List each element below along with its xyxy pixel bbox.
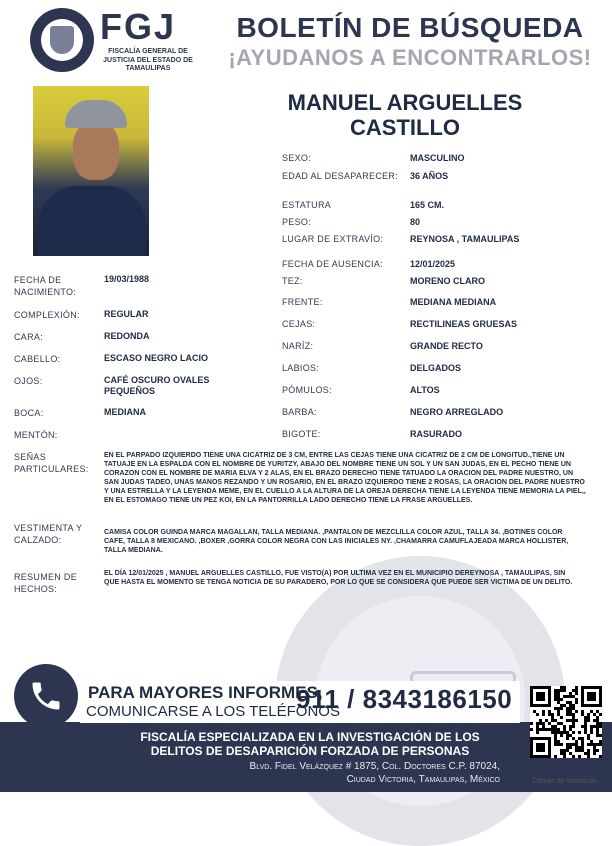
field-value: DELGADOS bbox=[410, 363, 462, 373]
field-label: FRENTE: bbox=[282, 297, 323, 307]
vestimenta-text: CAMISA COLOR GUINDA MARCA MAGALLAN, TALLA MEDIANA. ,PANTALON DE MEZCLILLA COLOR AZUL, TALLA 34. ,BOTINES COLOR CAFE, TALLA 8 MEXICANO. ,BOXER ,GORRA COLOR NEGRA CON LAS INICIALES NY. ,CHAMARRA CAMUFLAJEADA MARCA HOLLISTER, TALLA MEDIANA. bbox=[104, 529, 569, 554]
qr-label: Código de Validación bbox=[532, 778, 598, 785]
field-label: TEZ: bbox=[282, 276, 303, 286]
address-line-1: Blvd. Fidel Velázquez # 1875, Col. Doctores C.P. 87024, bbox=[249, 761, 500, 772]
fgj-seal-icon bbox=[30, 8, 94, 72]
field-label: EDAD AL DESAPARECER: bbox=[282, 171, 399, 181]
footer-left-band bbox=[0, 722, 100, 792]
field-value: MORENO CLARO bbox=[410, 276, 485, 286]
field-label: FECHA DE AUSENCIA: bbox=[282, 259, 383, 269]
field-value: GRANDE RECTO bbox=[410, 341, 483, 351]
person-photo bbox=[33, 86, 149, 256]
field-value: ESCASO NEGRO LACIO bbox=[104, 353, 209, 363]
brand-logo-text: FGJ bbox=[100, 6, 177, 47]
field-label: SEXO: bbox=[282, 153, 312, 163]
field-value: REDONDA bbox=[104, 331, 150, 341]
field-label: COMPLEXIÓN: bbox=[14, 310, 80, 320]
contact-subheading: COMUNICARSE A LOS TELÉFONOS bbox=[86, 703, 340, 720]
field-value: REYNOSA , TAMAULIPAS bbox=[410, 234, 520, 244]
field-label: MENTÓN: bbox=[14, 430, 58, 440]
field-label: BARBA: bbox=[282, 407, 317, 417]
field-label: LABIOS: bbox=[282, 363, 320, 373]
field-value: RASURADO bbox=[410, 429, 463, 439]
address-line-2: Ciudad Victoria, Tamaulipas, México bbox=[346, 774, 500, 785]
field-value: MEDIANA bbox=[104, 407, 146, 417]
qr-code-icon[interactable] bbox=[530, 686, 602, 758]
person-name: MANUEL ARGUELLES CASTILLO bbox=[287, 90, 523, 140]
field-label: PÓMULOS: bbox=[282, 385, 332, 395]
field-value: NEGRO ARREGLADO bbox=[410, 407, 504, 417]
bulletin-subtitle: ¡AYUDANOS A ENCONTRARLOS! bbox=[228, 45, 592, 70]
agency-address bbox=[160, 760, 500, 786]
field-value: RECTILINEAS GRUESAS bbox=[410, 319, 518, 329]
field-label: CEJAS: bbox=[282, 319, 316, 329]
resumen-label: RESUMEN DE HECHOS: bbox=[14, 572, 78, 594]
field-value: 12/01/2025 bbox=[410, 259, 456, 269]
field-label: CABELLO: bbox=[14, 354, 61, 364]
field-label: NARÍZ: bbox=[282, 341, 314, 351]
field-label: OJOS: bbox=[14, 376, 43, 386]
field-value: 36 AÑOS bbox=[410, 171, 449, 181]
field-label: BOCA: bbox=[14, 408, 44, 418]
contact-heading: PARA MAYORES INFORMES, bbox=[88, 683, 323, 702]
field-value: REGULAR bbox=[104, 309, 149, 319]
contact-phones: 911 / 8343186150 bbox=[296, 684, 513, 714]
field-value: 165 CM. bbox=[410, 200, 445, 210]
field-value: 19/03/1988 bbox=[104, 274, 150, 284]
field-label: CARA: bbox=[14, 332, 44, 342]
field-value: MASCULINO bbox=[410, 153, 465, 163]
bulletin-title: BOLETÍN DE BÚSQUEDA bbox=[236, 12, 584, 43]
agency-name bbox=[120, 730, 500, 758]
field-value: 80 bbox=[410, 217, 421, 227]
senas-label: SEÑAS PARTICULARES: bbox=[14, 452, 89, 474]
field-value: ALTOS bbox=[410, 385, 440, 395]
agency-line-1: FISCALÍA ESPECIALIZADA EN LA INVESTIGACIÓN DE LOS bbox=[140, 730, 480, 744]
field-label: LUGAR DE EXTRAVÍO: bbox=[282, 234, 384, 244]
resumen-text: EL DÍA 12/01/2025 , MANUEL ARGUELLES CASTILLO, FUE VISTO(A) POR ULTIMA VEZ EN EL MUNICIPIO DEREYNOSA , TAMAULIPAS, SIN QUE HASTA EL MOMENTO SE TENGA NOTICIA DE SU PARADERO, POR LO QUE SE CONSIDERA QUE PUEDE SER VICTIMA DE UN DELITO. bbox=[104, 570, 573, 586]
field-label: ESTATURA bbox=[282, 200, 332, 210]
field-value: MEDIANA MEDIANA bbox=[410, 297, 497, 307]
senas-text: EN EL PARPADO IZQUIERDO TIENE UNA CICATRIZ DE 3 CM, ENTRE LAS CEJAS TIENE UNA CICATRIZ DE 2 CM DE LONGITUD.,TIENE UN TATUAJE EN LA ESPALDA CON EL NOMBRE DE YURITZY, ABAJO DEL NOMBRE TIENE UN SOL Y UN SAN JUDAS, EN EL PECHO TIENE UN CORAZON CON EL NOMBRE DE MARIA ELVA Y 2 ALAS, EN EL BRAZO DERECHO TIENE TATUADO LA ORACION DEL PADRE NUESTRO, UN SAN JUDAS TADEO, UNAS MANOS REZANDO Y UN ROSARIO, EN EL BRAZO IZQUIERDO TIENE 2 ROSAS, LA ORACION DEL PADRE NUESTRO Y UNA ESTRELLA Y LA LEYENDA MEME, EN EL CUELLO A LA ALTURA DE LA OREJA DERECHA TIENE LA LEYENDA TIENE MEMORIA LA PIEL,, EN EL ESTOMAGO TIENE UN PEZ KOI, EN LA PANTORRILLA LADO DERECHO TIENE LA FRASE ARGUELLES. bbox=[104, 452, 586, 504]
agency-line-2: DELITOS DE DESAPARICIÓN FORZADA DE PERSONAS bbox=[150, 744, 470, 758]
field-label: BIGOTE: bbox=[282, 429, 321, 439]
field-label: FECHA DE NACIMIENTO: bbox=[14, 275, 77, 297]
phone-icon bbox=[14, 664, 78, 728]
field-value: CAFÉ OSCURO OVALES PEQUEÑOS bbox=[104, 375, 210, 396]
field-label: PESO: bbox=[282, 217, 312, 227]
brand-subtitle: FISCALÍA GENERAL DE JUSTICIA DEL ESTADO DE TAMAULIPAS bbox=[103, 48, 193, 72]
vestimenta-label: VESTIMENTA Y CALZADO: bbox=[14, 523, 83, 545]
